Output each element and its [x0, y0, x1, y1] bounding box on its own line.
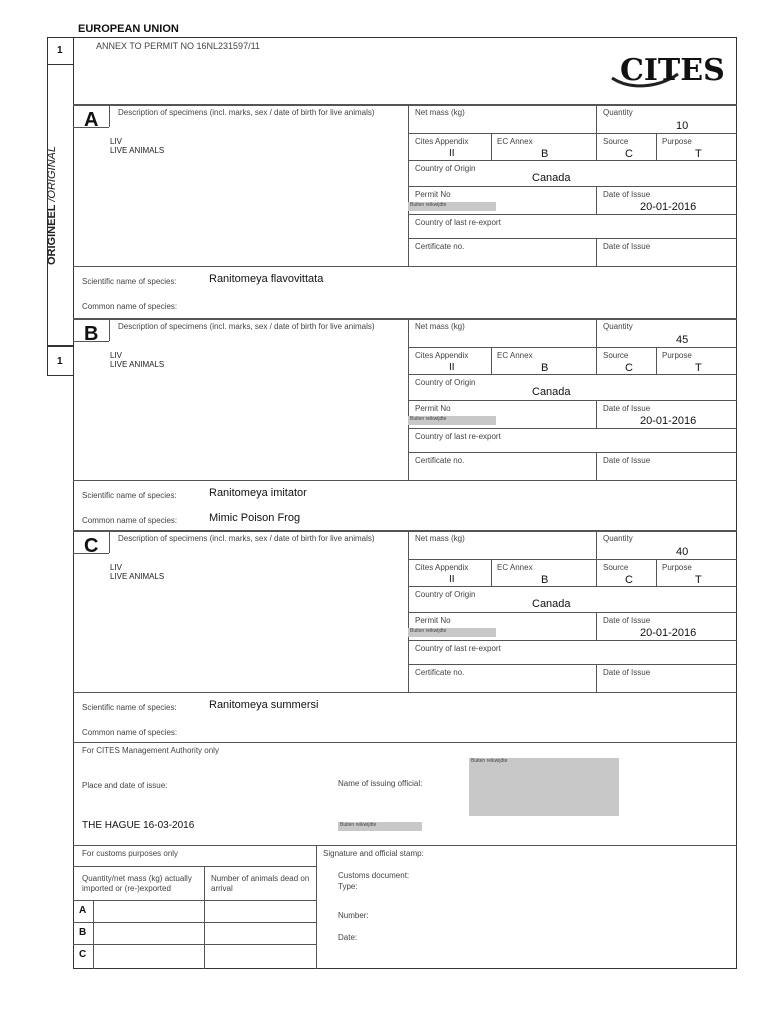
source-label: Source: [603, 137, 629, 146]
purpose-value: T: [695, 574, 702, 586]
customs-row-b: B: [79, 927, 87, 938]
union-title: EUROPEAN UNION: [78, 23, 179, 35]
annex-number: ANNEX TO PERMIT NO 16NL231597/11: [96, 41, 260, 51]
date-issue-value: 20-01-2016: [640, 415, 697, 427]
copy-box-top: [47, 37, 74, 65]
net-mass-label: Net mass (kg): [415, 322, 465, 331]
source-label: Source: [603, 351, 629, 360]
appendix-value: II: [449, 148, 455, 159]
origin-label: Country of Origin: [415, 164, 476, 173]
section-letter: C: [84, 535, 99, 557]
annex-value: B: [541, 574, 549, 586]
quantity-value: 45: [676, 334, 689, 346]
origin-label: Country of Origin: [415, 378, 476, 387]
copy-number-2: 1: [57, 356, 63, 367]
scientific-label: Scientific name of species:: [82, 277, 177, 286]
common-value: Mimic Poison Frog: [209, 512, 301, 524]
quantity-value: 10: [676, 120, 689, 132]
specimen-desc: LIVE ANIMALS: [110, 146, 165, 155]
purpose-label: Purpose: [662, 351, 692, 360]
copy-number: 1: [57, 45, 63, 56]
scientific-value: Ranitomeya summersi: [209, 699, 319, 711]
origin-value: Canada: [532, 172, 571, 184]
purpose-value: T: [695, 362, 702, 374]
customs-title: For customs purposes only: [82, 849, 179, 858]
customs-row-a: A: [79, 905, 87, 916]
description-label: Description of specimens (incl. marks, sex / date of birth for live animals): [118, 108, 375, 117]
certificate-label: Certificate no.: [415, 668, 465, 677]
place-label: Place and date of issue:: [82, 781, 168, 790]
annex-value: B: [541, 148, 549, 160]
certificate-label: Certificate no.: [415, 242, 465, 251]
quantity-label: Quantity: [603, 534, 633, 543]
specimen-code: LIV: [110, 351, 123, 360]
specimen-desc: LIVE ANIMALS: [110, 360, 165, 369]
signature-label: Signature and official stamp:: [323, 849, 424, 858]
quantity-label: Quantity: [603, 108, 633, 117]
svg-text:CITES: CITES: [620, 53, 725, 88]
reexport-label: Country of last re-export: [415, 432, 501, 441]
copy-box-bottom: [47, 346, 74, 376]
date-issue-label: Date of Issue: [603, 190, 651, 199]
common-label: Common name of species:: [82, 516, 178, 525]
reexport-label: Country of last re-export: [415, 644, 501, 653]
appendix-value: II: [449, 574, 455, 585]
side-label: ORIGINEEL /ORIGINAL: [46, 146, 58, 265]
permit-label: Permit No: [415, 404, 451, 413]
date-issue-value: 20-01-2016: [640, 627, 697, 639]
permit-redacted: Buiten reikwijdte: [408, 202, 496, 211]
appendix-label: Cites Appendix: [415, 563, 469, 572]
quantity-value: 40: [676, 546, 689, 558]
origin-value: Canada: [532, 386, 571, 398]
source-value: C: [625, 574, 633, 586]
scientific-label: Scientific name of species:: [82, 491, 177, 500]
cites-logo: [606, 44, 725, 96]
origin-label: Country of Origin: [415, 590, 476, 599]
appendix-label: Cites Appendix: [415, 351, 469, 360]
scientific-value: Ranitomeya imitator: [209, 487, 307, 499]
net-mass-label: Net mass (kg): [415, 534, 465, 543]
type-label: Type:: [338, 882, 358, 891]
section-letter: A: [84, 109, 99, 131]
purpose-value: T: [695, 148, 702, 160]
redacted-small: Buiten reikwijdte: [338, 822, 422, 831]
annex-label: EC Annex: [497, 351, 533, 360]
side-strip: [47, 64, 74, 346]
appendix-value: II: [449, 362, 455, 373]
certificate-label: Certificate no.: [415, 456, 465, 465]
annex-label: EC Annex: [497, 137, 533, 146]
number-label: Number:: [338, 911, 369, 920]
date-label: Date:: [338, 933, 358, 942]
permit-redacted: Buiten reikwijdte: [408, 628, 496, 637]
annex-value: B: [541, 362, 549, 374]
source-label: Source: [603, 563, 629, 572]
section-letter: B: [84, 323, 99, 345]
date-issue-2-label: Date of Issue: [603, 668, 651, 677]
date-issue-label: Date of Issue: [603, 404, 651, 413]
specimen-code: LIV: [110, 137, 123, 146]
reexport-label: Country of last re-export: [415, 218, 501, 227]
qty-header: Quantity/net mass (kg) actually imported or (re-)exported: [82, 874, 192, 893]
customs-row-c: C: [79, 949, 87, 960]
annex-label: EC Annex: [497, 563, 533, 572]
description-label: Description of specimens (incl. marks, sex / date of birth for live animals): [118, 534, 375, 543]
customs-doc-label: Customs document:: [338, 871, 410, 880]
date-issue-value: 20-01-2016: [640, 201, 697, 213]
quantity-label: Quantity: [603, 322, 633, 331]
appendix-label: Cites Appendix: [415, 137, 469, 146]
authority-title: For CITES Management Authority only: [82, 746, 219, 755]
purpose-label: Purpose: [662, 137, 692, 146]
specimen-code: LIV: [110, 563, 123, 572]
scientific-label: Scientific name of species:: [82, 703, 177, 712]
purpose-label: Purpose: [662, 563, 692, 572]
common-label: Common name of species:: [82, 728, 178, 737]
scientific-value: Ranitomeya flavovittata: [209, 273, 324, 285]
date-issue-2-label: Date of Issue: [603, 456, 651, 465]
net-mass-label: Net mass (kg): [415, 108, 465, 117]
redacted-box: Buiten reikwijdte: [469, 758, 619, 816]
specimen-desc: LIVE ANIMALS: [110, 572, 165, 581]
permit-label: Permit No: [415, 616, 451, 625]
dead-header: Number of animals dead on arrival: [211, 874, 310, 893]
source-value: C: [625, 148, 633, 160]
origin-value: Canada: [532, 598, 571, 610]
source-value: C: [625, 362, 633, 374]
date-issue-2-label: Date of Issue: [603, 242, 651, 251]
date-issue-label: Date of Issue: [603, 616, 651, 625]
place-value: THE HAGUE 16-03-2016: [82, 820, 195, 831]
permit-redacted: Buiten reikwijdte: [408, 416, 496, 425]
description-label: Description of specimens (incl. marks, sex / date of birth for live animals): [118, 322, 375, 331]
permit-label: Permit No: [415, 190, 451, 199]
official-label: Name of issuing official:: [338, 779, 423, 788]
common-label: Common name of species:: [82, 302, 178, 311]
